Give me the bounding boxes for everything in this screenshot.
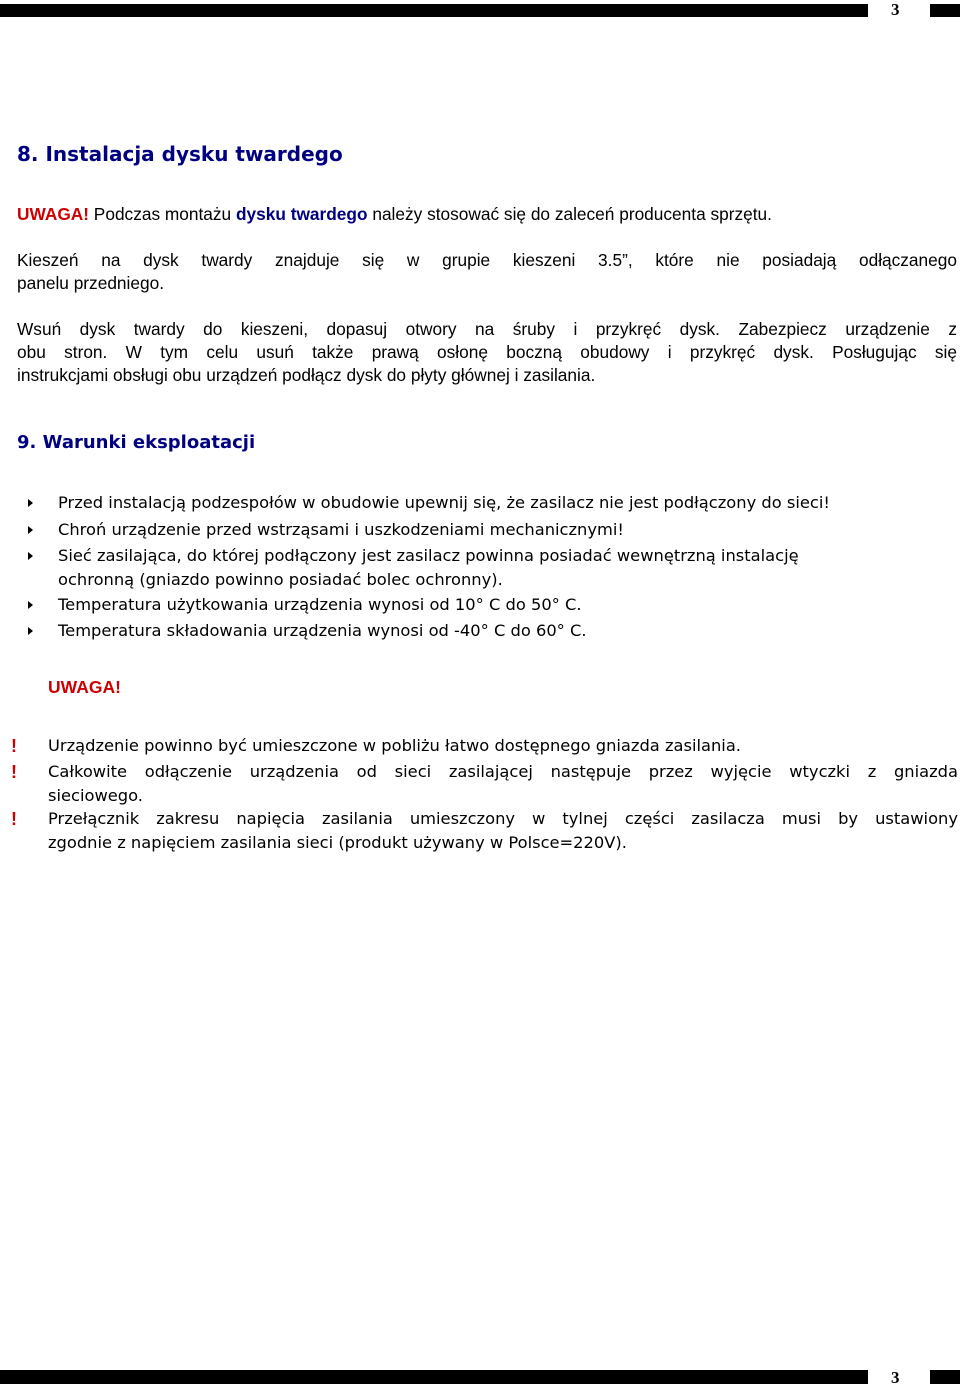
warning-text-b: należy stosować się do zaleceń producenta sprzętu.	[367, 204, 772, 224]
section-8-paragraph-1	[17, 249, 957, 295]
footer-page-number: 3	[891, 1368, 900, 1387]
bullet-arrow-icon	[28, 526, 33, 534]
warning-text-a: Podczas montażu	[89, 204, 236, 224]
list-item	[0, 491, 960, 515]
footer-bar-right	[930, 1370, 960, 1384]
paragraph-1-line-1: Kieszeń na dysk twardy znajduje się w grupie kieszeni 3.5”, które nie posiadają odłączanego	[17, 250, 957, 270]
section-8-title: 8. Instalacja dysku twardego	[17, 142, 343, 166]
bullet-text-continued: ochronną (gniazdo powinno posiadać bolec ochronny).	[58, 570, 503, 589]
list-item	[0, 734, 960, 758]
bullet-text: Przed instalacją podzespołów w obudowie upewnij się, że zasilacz nie jest podłączony do sieci!	[58, 493, 830, 512]
header-bar-left	[0, 4, 868, 17]
bullet-arrow-icon	[28, 552, 33, 560]
paragraph-2-line-2: obu stron. W tym celu usuń także prawą osłonę boczną obudowy i przykręć dysk. Posługując się	[17, 342, 957, 362]
list-item	[0, 760, 960, 808]
bullet-arrow-icon	[28, 627, 33, 635]
warning-text: Urządzenie powinno być umieszczone w pobliżu łatwo dostępnego gniazda zasilania.	[48, 736, 741, 755]
exclamation-icon: !	[11, 762, 17, 782]
warning-text-bold: dysku twardego	[235, 204, 368, 224]
header-page-number: 3	[891, 0, 900, 19]
section-9-warning-label: UWAGA!	[48, 677, 121, 697]
bullet-text: Temperatura użytkowania urządzenia wynosi od 10° C do 50° C.	[58, 595, 582, 614]
footer-bar-left	[0, 1370, 868, 1384]
warning-text: Przełącznik zakresu napięcia zasilania umieszczony w tylnej części zasilacza musi by ustawiony	[48, 809, 958, 828]
list-item	[0, 807, 960, 855]
list-item	[0, 544, 960, 592]
header-bar-right	[930, 4, 960, 17]
exclamation-icon: !	[11, 809, 17, 829]
paragraph-2-line-1: Wsuń dysk twardy do kieszeni, dopasuj otwory na śruby i przykręć dysk. Zabezpiecz urządzenie z	[17, 319, 957, 339]
list-item	[0, 593, 960, 617]
exclamation-icon: !	[11, 736, 17, 756]
warning-text-continued: zgodnie z napięciem zasilania sieci (produkt używany w Polsce=220V).	[48, 833, 627, 852]
bullet-text: Chroń urządzenie przed wstrząsami i uszkodzeniami mechanicznymi!	[58, 520, 624, 539]
bullet-text: Sieć zasilająca, do której podłączony jest zasilacz powinna posiadać wewnętrzną instalację	[58, 546, 799, 565]
section-9-title: 9. Warunki eksploatacji	[17, 432, 256, 453]
list-item	[0, 619, 960, 643]
bullet-arrow-icon	[28, 601, 33, 609]
paragraph-1-line-2: panelu przedniego.	[17, 273, 165, 293]
warning-text: Całkowite odłączenie urządzenia od sieci zasilającej następuje przez wyjęcie wtyczki z gniazda	[48, 762, 958, 781]
list-item	[0, 518, 960, 542]
bullet-arrow-icon	[28, 499, 33, 507]
section-8-paragraph-2	[17, 318, 957, 387]
warning-text-continued: sieciowego.	[48, 786, 143, 805]
section-8-warning	[17, 203, 772, 226]
paragraph-2-line-3: instrukcjami obsługi obu urządzeń podłącz dysk do płyty głównej i zasilania.	[17, 365, 596, 385]
bullet-text: Temperatura składowania urządzenia wynosi od -40° C do 60° C.	[58, 621, 587, 640]
warning-label: UWAGA!	[17, 204, 89, 224]
